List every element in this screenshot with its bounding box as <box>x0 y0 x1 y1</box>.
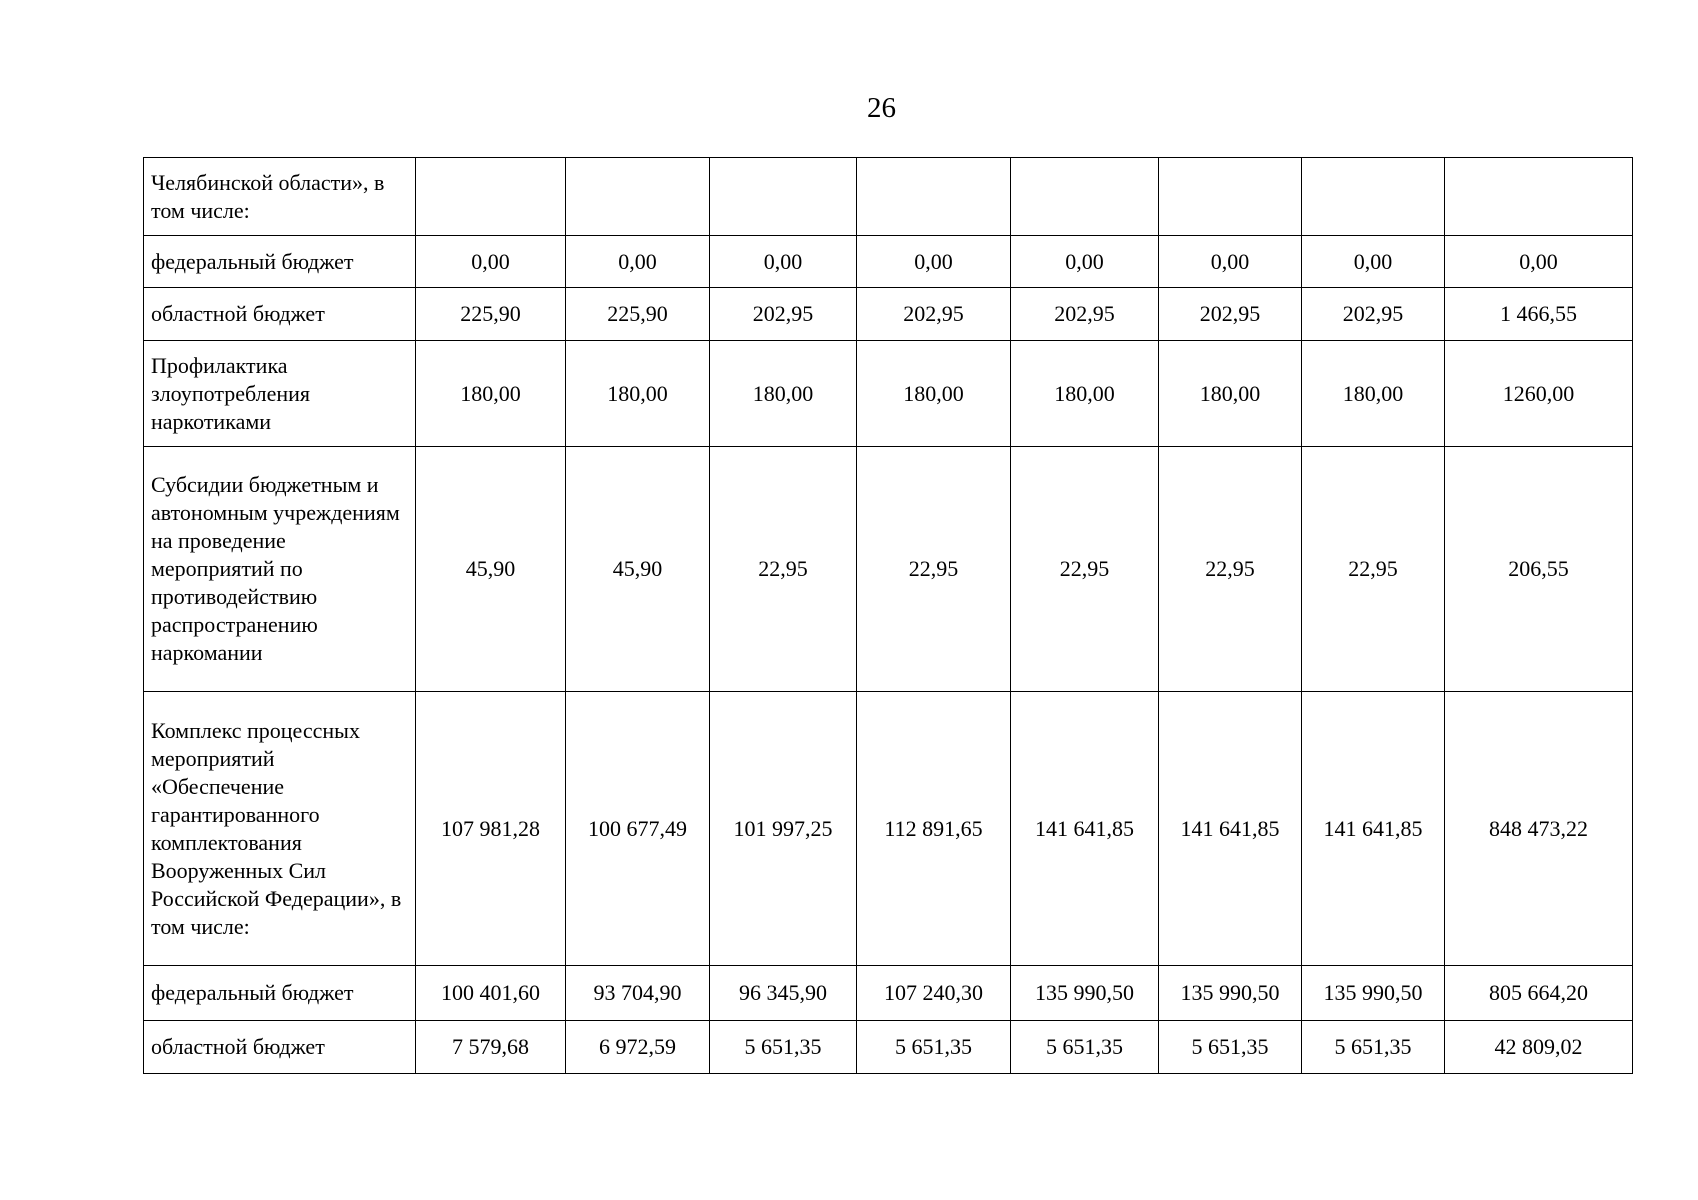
table-row <box>144 447 1633 692</box>
table-cell: 141 641,85 <box>1011 692 1159 966</box>
table-cell: 848 473,22 <box>1445 692 1633 966</box>
table-cell <box>1302 158 1445 236</box>
table-cell: 96 345,90 <box>710 966 857 1021</box>
table-row <box>144 1021 1633 1074</box>
table-cell: 22,95 <box>857 447 1011 692</box>
table-cell: 141 641,85 <box>1159 692 1302 966</box>
table-cell: 202,95 <box>710 288 857 341</box>
row-federal-budget-1-label: федеральный бюджет <box>144 236 416 288</box>
table-cell <box>1445 158 1633 236</box>
table-cell: 0,00 <box>710 236 857 288</box>
table-cell: 0,00 <box>1302 236 1445 288</box>
table-cell: 6 972,59 <box>566 1021 710 1074</box>
table-cell <box>566 158 710 236</box>
table-cell: 45,90 <box>416 447 566 692</box>
table-cell: 0,00 <box>1159 236 1302 288</box>
table-cell: 135 990,50 <box>1011 966 1159 1021</box>
row-federal-budget-2-label: федеральный бюджет <box>144 966 416 1021</box>
table-cell: 1260,00 <box>1445 341 1633 447</box>
table-cell: 180,00 <box>1011 341 1159 447</box>
table-cell: 7 579,68 <box>416 1021 566 1074</box>
row-subsidies-institutions-label: Субсидии бюджетным и автономным учреждениям на проведение мероприятий по противодействию распространению наркомании <box>144 447 416 692</box>
table-cell: 5 651,35 <box>1302 1021 1445 1074</box>
table-cell: 202,95 <box>1159 288 1302 341</box>
table-cell: 141 641,85 <box>1302 692 1445 966</box>
table-cell: 202,95 <box>857 288 1011 341</box>
table-cell <box>710 158 857 236</box>
table-cell: 225,90 <box>566 288 710 341</box>
table-row <box>144 966 1633 1021</box>
budget-table <box>143 157 1633 1074</box>
table-cell: 22,95 <box>1159 447 1302 692</box>
table-cell: 202,95 <box>1011 288 1159 341</box>
table-cell: 225,90 <box>416 288 566 341</box>
table-row <box>144 236 1633 288</box>
table-cell: 1 466,55 <box>1445 288 1633 341</box>
table-cell: 22,95 <box>1011 447 1159 692</box>
table-cell: 180,00 <box>710 341 857 447</box>
table-cell: 5 651,35 <box>1159 1021 1302 1074</box>
table-row <box>144 158 1633 236</box>
table-cell: 42 809,02 <box>1445 1021 1633 1074</box>
table-cell <box>416 158 566 236</box>
table-row <box>144 288 1633 341</box>
table-cell <box>857 158 1011 236</box>
table-cell: 112 891,65 <box>857 692 1011 966</box>
table-cell <box>1159 158 1302 236</box>
table-cell: 0,00 <box>416 236 566 288</box>
table-cell: 180,00 <box>857 341 1011 447</box>
table-cell: 5 651,35 <box>710 1021 857 1074</box>
table-cell: 107 981,28 <box>416 692 566 966</box>
table-cell: 107 240,30 <box>857 966 1011 1021</box>
table-cell: 100 677,49 <box>566 692 710 966</box>
table-cell: 45,90 <box>566 447 710 692</box>
table-cell: 0,00 <box>566 236 710 288</box>
table-row <box>144 692 1633 966</box>
row-drug-abuse-prevention-label: Профилактика злоупотребления наркотиками <box>144 341 416 447</box>
row-armed-forces-complex-label: Комплекс процессных мероприятий «Обеспечение гарантированного комплектования Вооруженных Сил Российской Федерации», в том числе: <box>144 692 416 966</box>
table-cell: 101 997,25 <box>710 692 857 966</box>
row-chelyabinsk-total-label: Челябинской области», в том числе: <box>144 158 416 236</box>
table-cell: 180,00 <box>416 341 566 447</box>
table-cell: 5 651,35 <box>857 1021 1011 1074</box>
table-cell: 805 664,20 <box>1445 966 1633 1021</box>
table-cell: 0,00 <box>1445 236 1633 288</box>
table-cell: 93 704,90 <box>566 966 710 1021</box>
table-cell: 202,95 <box>1302 288 1445 341</box>
table-cell: 22,95 <box>710 447 857 692</box>
page-number: 26 <box>867 92 896 124</box>
row-regional-budget-1-label: областной бюджет <box>144 288 416 341</box>
table-cell: 180,00 <box>566 341 710 447</box>
table-cell: 135 990,50 <box>1302 966 1445 1021</box>
table-cell: 22,95 <box>1302 447 1445 692</box>
table-cell: 206,55 <box>1445 447 1633 692</box>
table-cell <box>1011 158 1159 236</box>
table-cell: 180,00 <box>1159 341 1302 447</box>
table-cell: 100 401,60 <box>416 966 566 1021</box>
budget-table-body <box>144 158 1633 1074</box>
table-cell: 135 990,50 <box>1159 966 1302 1021</box>
table-cell: 180,00 <box>1302 341 1445 447</box>
table-cell: 0,00 <box>857 236 1011 288</box>
table-cell: 5 651,35 <box>1011 1021 1159 1074</box>
table-row <box>144 341 1633 447</box>
table-cell: 0,00 <box>1011 236 1159 288</box>
row-regional-budget-2-label: областной бюджет <box>144 1021 416 1074</box>
